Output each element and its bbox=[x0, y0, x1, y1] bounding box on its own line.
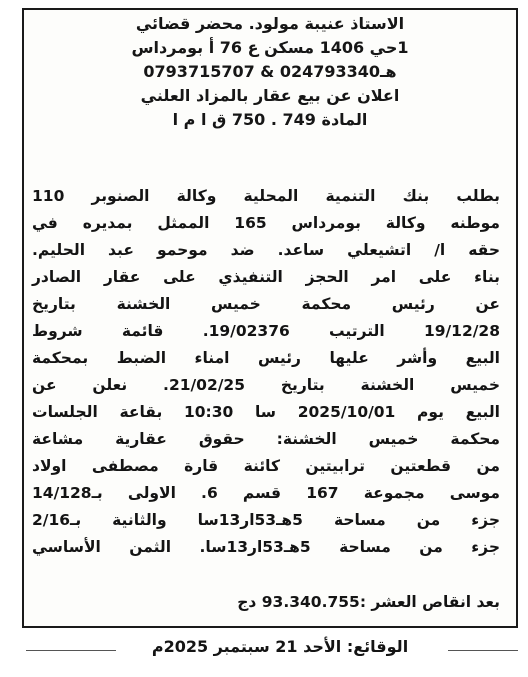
body-line: محكمة خميس الخشنة: حقوق عقارية مشاعة bbox=[32, 430, 500, 448]
body-line: موطنه وكالة بومرداس 165 الممثل بمديره في bbox=[32, 214, 500, 232]
body-line: جزء من مساحة 5هـ53ار13سا والثانية بـ2/16 bbox=[32, 511, 500, 529]
body-line: خميس الخشنة بتاريخ 21/02/25. نعلن عن bbox=[32, 376, 500, 394]
bailiff-name: الاستاذ عنيبة مولود. محضر قضائي bbox=[135, 14, 405, 33]
publication-date: الوقائع: الأحد 21 سبتمبر 2025م bbox=[151, 637, 409, 656]
body-line: عن رئيس محكمة خميس الخشنة بتاريخ bbox=[32, 295, 500, 313]
footer-rule-left bbox=[26, 650, 116, 651]
body-line: حقه ا/ اتشيعلي ساعد. ضد موحمو عبد الحليم. bbox=[32, 241, 500, 259]
bailiff-address: 1حي 1406 مسكن ع 76 أ بومرداس bbox=[131, 38, 409, 57]
legal-articles: المادة 749 . 750 ق ا م ا bbox=[172, 110, 368, 129]
body-line: جزء من مساحة 5هـ53ار13سا. الثمن الأساسي bbox=[32, 538, 500, 556]
body-line: بناء على امر الحجز التنفيذي على عقار الصادر bbox=[32, 268, 500, 286]
body-line: البيع وأشر عليها رئيس امناء الضبط بمحكمة bbox=[32, 349, 500, 367]
body-line: البيع يوم 2025/10/01 سا 10:30 بقاعة الجلسات bbox=[32, 403, 500, 421]
announcement-title: اعلان عن بيع عقار بالمزاد العلني bbox=[140, 86, 400, 105]
body-line: بطلب بنك التنمية المحلية وكالة الصنوبر 110 bbox=[32, 187, 500, 205]
footer-rule-right bbox=[448, 650, 518, 651]
body-line: موسى مجموعة 167 قسم 6. الاولى بـ14/128 bbox=[32, 484, 501, 502]
body-line: 19/12/28 الترتيب 19/02376. قائمة شروط bbox=[32, 322, 500, 340]
body-line: من قطعتين ترابيتين كائنة قارة مصطفى اولاد bbox=[32, 457, 500, 475]
reserve-price-line: بعد انقاص العشر :93.340.755 دج bbox=[237, 593, 500, 611]
bailiff-phones: هـ024793340 & 0793715707 bbox=[143, 62, 397, 81]
